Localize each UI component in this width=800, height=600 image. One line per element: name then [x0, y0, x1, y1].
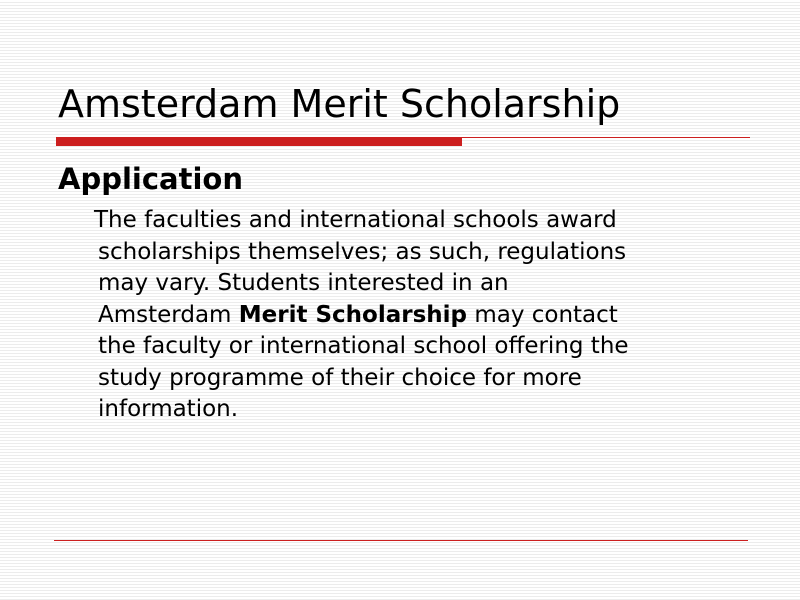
body-line-4-emphasis: Merit Scholarship [238, 301, 468, 328]
body-line-4 [98, 300, 738, 332]
body-line-2: scholarships themselves; as such, regulations [98, 238, 627, 265]
footer-divider [54, 540, 748, 541]
body-line-7: information. [98, 396, 239, 422]
body-line-5: the faculty or international school offering the [98, 333, 629, 359]
body-line-4-text-after: may contact [467, 301, 618, 328]
body-line-6: study programme of their choice for more [98, 364, 582, 391]
body-line-1: The faculties and international schools award [94, 207, 617, 233]
slide-title: Amsterdam Merit Scholarship [58, 82, 621, 126]
title-underline-accent-bar [56, 138, 462, 146]
body-paragraph [94, 205, 738, 426]
section-heading: Application [58, 162, 243, 196]
body-line-4-text-before: Amsterdam [98, 301, 239, 328]
body-line-3: may vary. Students interested in an [98, 270, 509, 296]
